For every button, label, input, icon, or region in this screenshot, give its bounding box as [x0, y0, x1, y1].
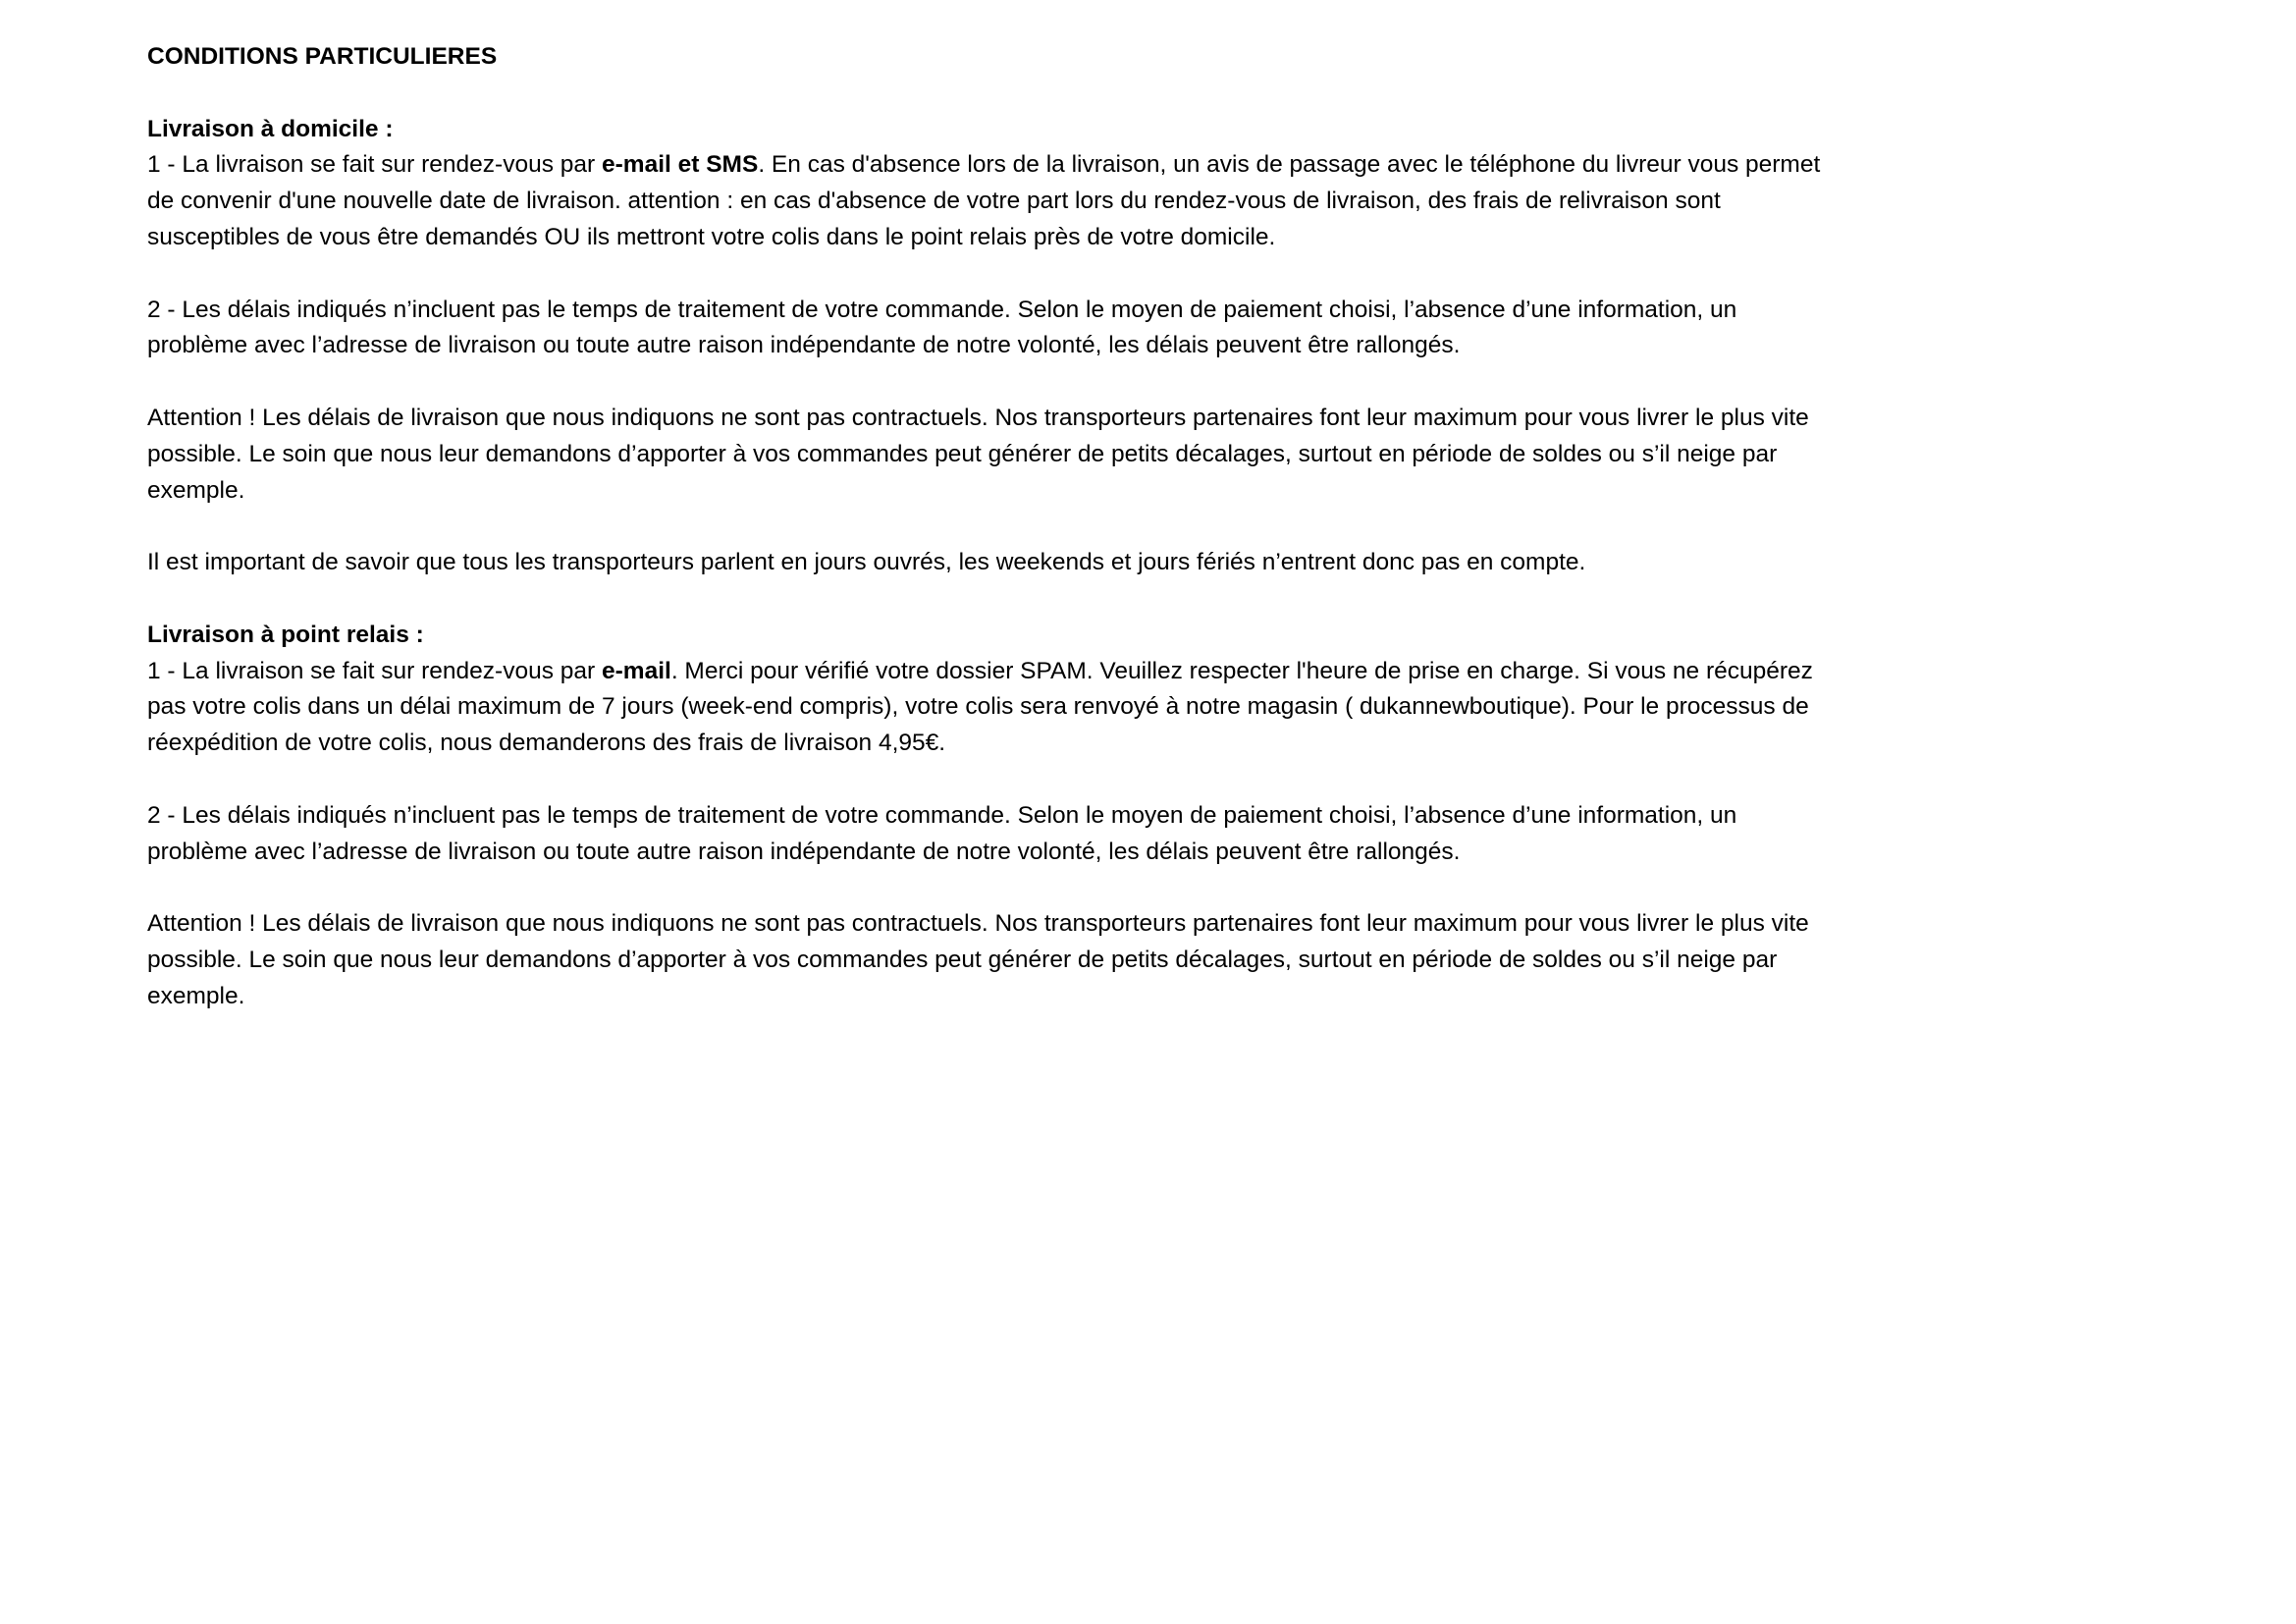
relay-delivery-paragraph-2: 2 - Les délais indiqués n’incluent pas le temps de traitement de votre commande. Selon le moyen de paiement choisi, l’absence d’une information, un problème avec l’adresse de livraison ou toute autre raison indépendante de notre volonté, les délais peuvent être rallongés. — [147, 801, 1737, 865]
home-delivery-p1-text: 1 - La livraison se fait sur rendez-vous par — [147, 151, 602, 179]
home-delivery-heading: Livraison à domicile : — [147, 115, 394, 142]
document-title: CONDITIONS PARTICULIERES — [147, 43, 498, 70]
spacer — [147, 509, 1836, 545]
home-delivery-p1-text-after: . En cas d'absence lors de la livraison, un avis de passage avec le téléphone du livreur vous permet de convenir d'une nouvelle date de livraison. attention : en cas d'absence de votre part lors du rendez-vous de livraison, des frais de relivraison sont susceptibles de vous être demandés OU ils mettront votre colis dans le point relais près de votre domicile. — [147, 151, 1821, 250]
home-delivery-paragraph-3: Attention ! Les délais de livraison que nous indiquons ne sont pas contractuels. Nos transporteurs partenaires font leur maximum pour vous livrer le plus vite possible. Le soin que nous leur demandons d’apporter à vos commandes peut générer de petits décalages, surtout en période de soldes ou s’il neige par exemple. — [147, 404, 1809, 504]
home-delivery-paragraph-4: Il est important de savoir que tous les transporteurs parlent en jours ouvrés, les weekends et jours fériés n’entrent donc pas en compte. — [147, 549, 1586, 576]
spacer — [147, 870, 1836, 906]
home-delivery-paragraph-2: 2 - Les délais indiqués n’incluent pas le temps de traitement de votre commande. Selon le moyen de paiement choisi, l’absence d’une information, un problème avec l’adresse de livraison ou toute autre raison indépendante de notre volonté, les délais peuvent être rallongés. — [147, 296, 1737, 359]
home-delivery-p1-bold: e-mail et SMS — [602, 151, 759, 179]
relay-delivery-p1-text-after: . Merci pour vérifié votre dossier SPAM. Veuillez respecter l'heure de prise en charge. Si vous ne récupérez pas votre colis dans un délai maximum de 7 jours (week-end compris), votre colis sera renvoyé à notre magasin ( dukannewboutique). Pour le processus de réexpédition de votre colis, nous demanderons des frais de livraison 4,95€. — [147, 657, 1813, 757]
spacer — [147, 762, 1836, 798]
spacer — [147, 364, 1836, 401]
relay-delivery-heading: Livraison à point relais : — [147, 621, 424, 648]
relay-delivery-p1-text: 1 - La livraison se fait sur rendez-vous par — [147, 657, 602, 684]
relay-delivery-paragraph-1 — [147, 654, 1836, 762]
document-page — [147, 39, 1836, 1015]
home-delivery-paragraph-1 — [147, 147, 1836, 255]
relay-delivery-p1-bold: e-mail — [602, 657, 671, 684]
relay-delivery-paragraph-3: Attention ! Les délais de livraison que nous indiquons ne sont pas contractuels. Nos transporteurs partenaires font leur maximum pour vous livrer le plus vite possible. Le soin que nous leur demandons d’apporter à vos commandes peut générer de petits décalages, surtout en période de soldes ou s’il neige par exemple. — [147, 910, 1809, 1009]
spacer — [147, 256, 1836, 293]
spacer — [147, 76, 1836, 112]
spacer — [147, 581, 1836, 618]
